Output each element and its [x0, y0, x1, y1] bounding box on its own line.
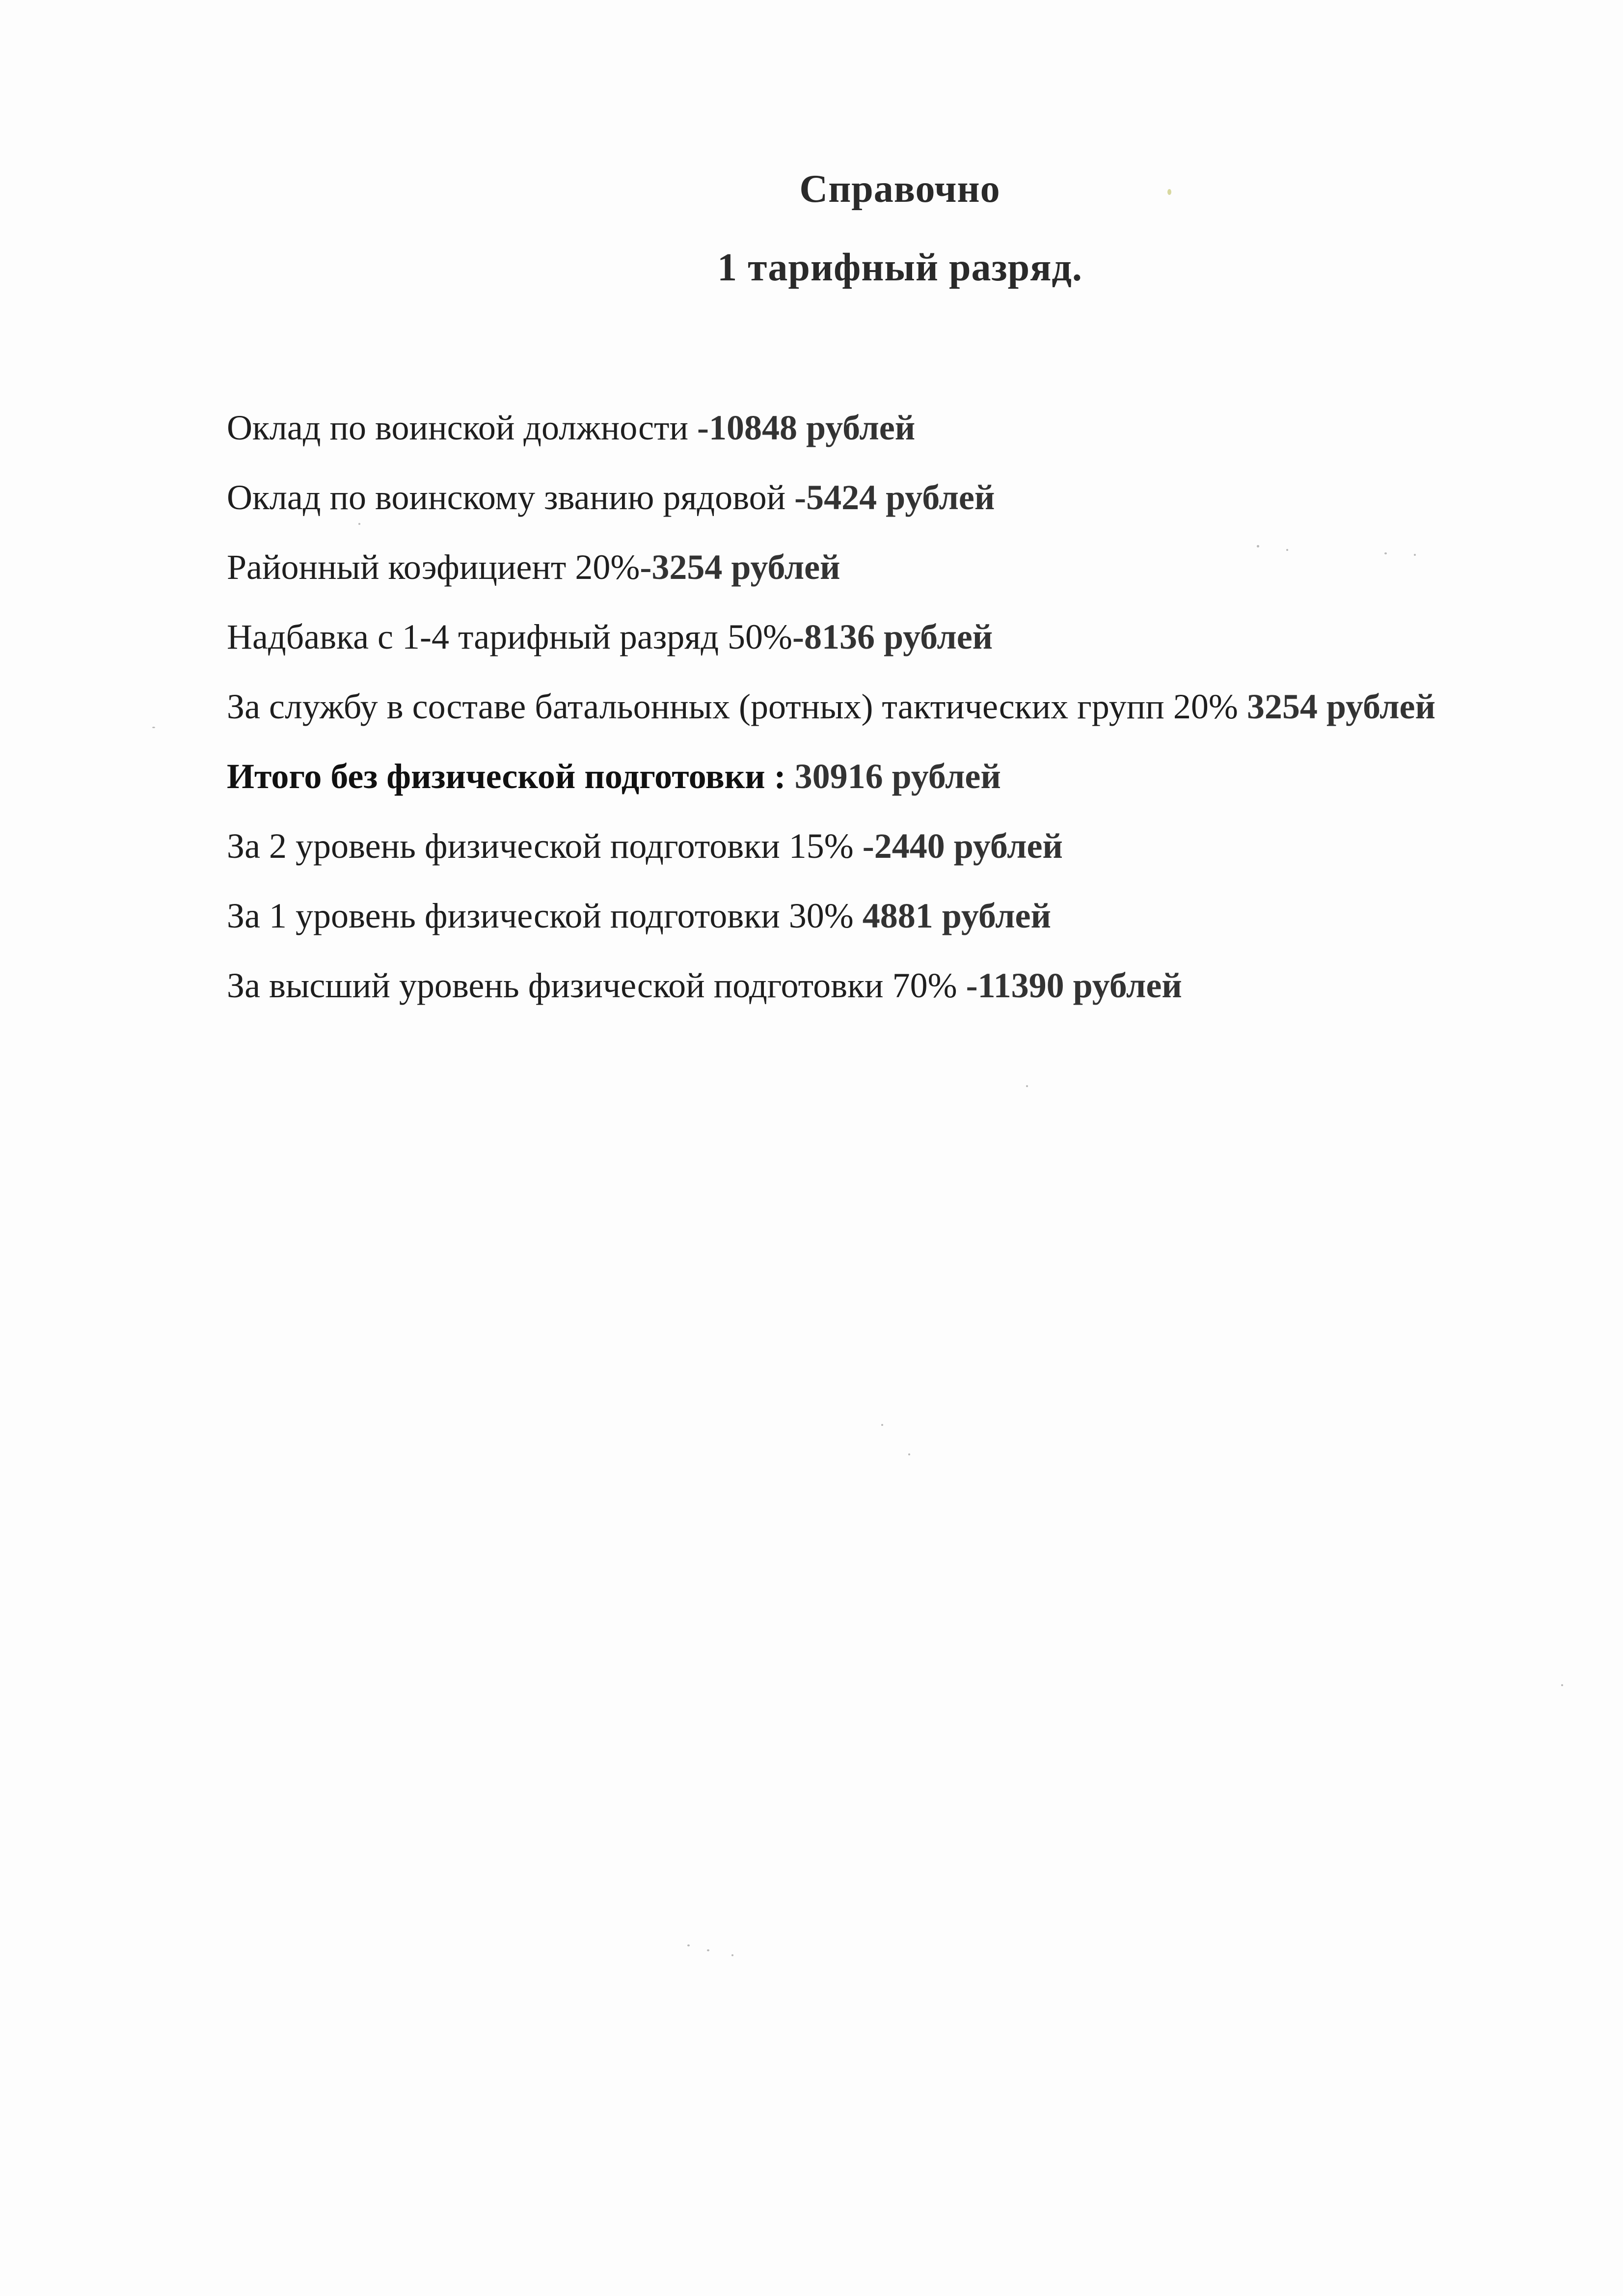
- scan-speck: [1561, 1684, 1563, 1686]
- line-label: За высший уровень физической подготовки 70%: [227, 966, 966, 1005]
- line-amount: -5424 рублей: [794, 478, 995, 517]
- scan-speck: [908, 1453, 910, 1455]
- scan-speck: [707, 1949, 709, 1951]
- scan-speck: [358, 523, 360, 525]
- line-label: За службу в составе батальонных (ротных) тактических групп 20%: [227, 687, 1247, 726]
- scan-speck: [1167, 189, 1171, 195]
- line-amount: -3254 рублей: [640, 547, 840, 587]
- line-total-without-pt: [227, 741, 1601, 811]
- scan-speck: [1026, 1085, 1028, 1087]
- line-rank-salary: [227, 463, 1601, 532]
- line-label: Оклад по воинской должности: [227, 408, 698, 447]
- line-label: Районный коэфициент 20%: [227, 547, 640, 587]
- line-amount: -8136 рублей: [792, 617, 993, 656]
- line-label: Оклад по воинскому званию рядовой: [227, 478, 795, 517]
- line-label: Итого без физической подготовки :: [227, 757, 795, 796]
- line-label: За 2 уровень физической подготовки 15%: [227, 826, 863, 866]
- scan-speck: [881, 1424, 883, 1426]
- line-amount: -11390 рублей: [966, 966, 1182, 1005]
- document-subtitle: 1 тарифный разряд.: [717, 246, 1082, 289]
- scan-speck: [152, 727, 155, 728]
- line-pt-level-1: [227, 881, 1601, 951]
- salary-lines-list: [227, 393, 1601, 1020]
- scan-speck: [1414, 554, 1416, 556]
- line-regional-coefficient: [227, 532, 1601, 602]
- line-pt-level-2: [227, 811, 1601, 881]
- line-amount: -10848 рублей: [697, 408, 916, 447]
- line-tariff-bonus: [227, 602, 1601, 672]
- line-label: Надбавка с 1-4 тарифный разряд 50%: [227, 617, 792, 656]
- scan-speck: [687, 1944, 690, 1946]
- line-amount: 30916 рублей: [794, 757, 1001, 796]
- line-amount: -2440 рублей: [862, 826, 1063, 866]
- line-position-salary: [227, 393, 1601, 463]
- scan-speck: [731, 1954, 733, 1956]
- scan-speck: [1286, 549, 1288, 551]
- scan-speck: [1257, 545, 1259, 547]
- line-pt-highest-level: [227, 951, 1601, 1020]
- document-title: Справочно: [799, 167, 1001, 211]
- line-label: За 1 уровень физической подготовки 30%: [227, 896, 863, 935]
- line-amount: 4881 рублей: [862, 896, 1051, 935]
- line-tactical-group-bonus: [227, 672, 1601, 741]
- line-amount: 3254 рублей: [1246, 687, 1435, 726]
- scan-speck: [1384, 552, 1387, 554]
